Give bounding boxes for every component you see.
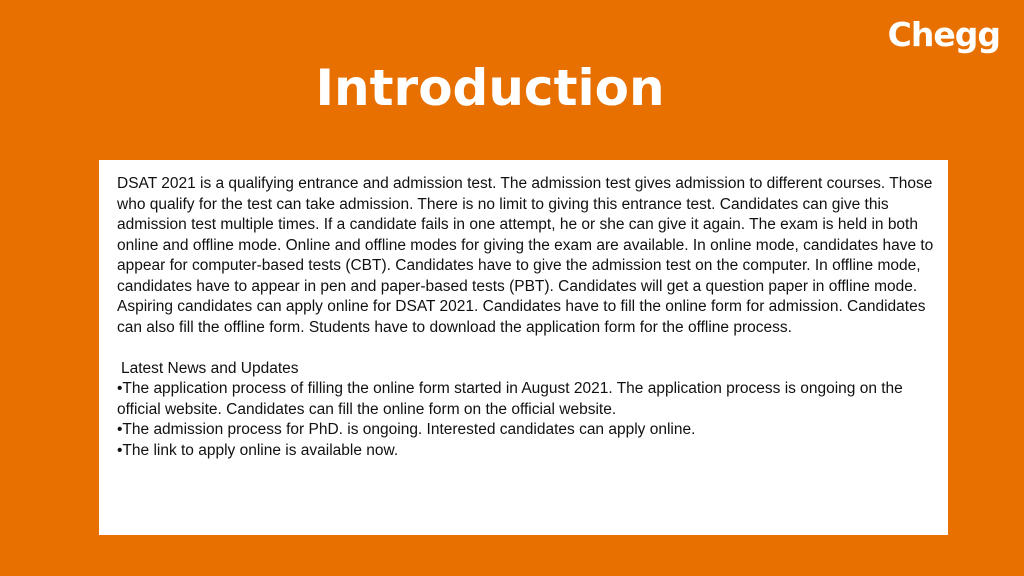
slide-title: Introduction — [315, 59, 665, 117]
apply-paragraph: Aspiring candidates can apply online for DSAT 2021. Candidates have to fill the online form for admission. Candidates can also fill the offline form. Students have to download the application form for the offline process. — [117, 298, 926, 336]
content-card — [99, 160, 948, 535]
news-item: •The link to apply online is available now. — [117, 441, 399, 459]
news-item: •The admission process for PhD. is ongoing. Interested candidates can apply online. — [117, 421, 696, 438]
paragraph-spacer — [117, 338, 934, 359]
chegg-logo: Chegg — [887, 15, 1000, 54]
intro-paragraph: DSAT 2021 is a qualifying entrance and admission test. The admission test gives admission to different courses. Those who qualify for the test can take admission. There is no limit to giving this entrance test. Candidates can give this admission test multiple times. If a candidate fails in one attempt, he or she can give it again. The exam is held in both online and offline mode. Online and offline modes for giving the exam are available. In online mode, candidates have to appear for computer-based tests (CBT). Candidates have to give the admission test on the computer. In offline mode, candidates have to appear in pen and paper-based tests (PBT). Candidates will get a question paper in offline mode. — [117, 175, 934, 295]
news-item: •The application process of filling the online form started in August 2021. The application process is ongoing on the official website. Candidates can fill the online form on the official website. — [117, 380, 903, 418]
news-heading: Latest News and Updates — [121, 359, 299, 377]
